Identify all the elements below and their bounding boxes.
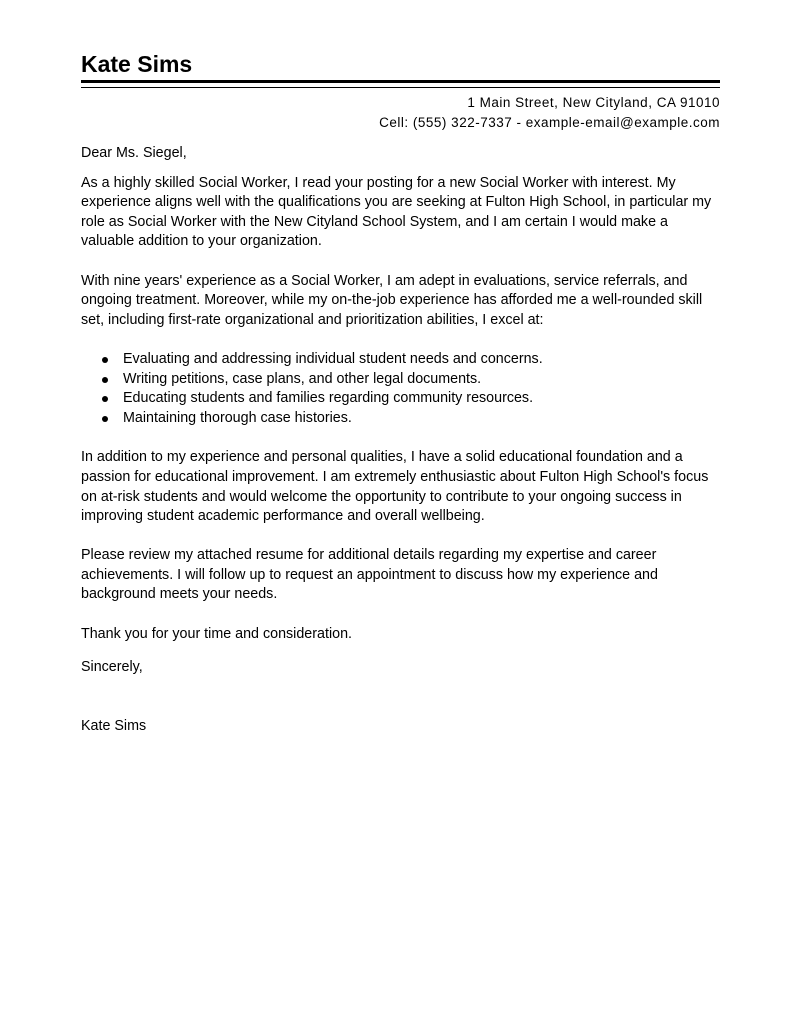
paragraph-intro: As a highly skilled Social Worker, I read your posting for a new Social Worker with interest. My experience aligns well with the qualifications you are seeking at Fulton High School, in particular my role as Social Worker with the New Cityland School System, and I am certain I would make a valuable addition to your organization. bbox=[81, 174, 712, 250]
skill-text: Maintaining thorough case histories. bbox=[123, 409, 352, 426]
skills-list bbox=[81, 350, 720, 428]
signature-name: Kate Sims bbox=[81, 717, 147, 734]
paragraph-followup: Please review my attached resume for additional details regarding my expertise and career achievements. I will follow up to request an appointment to discuss how my experience and background meets your needs. bbox=[81, 547, 658, 603]
bullet-icon bbox=[102, 377, 108, 383]
paragraph-experience: With nine years' experience as a Social Worker, I am adept in evaluations, service referrals, and ongoing treatment. Moreover, while my on-the-job experience has afforded me a well-rounded skill set, including first-rate organizational and prioritization abilities, I excel at: bbox=[81, 272, 703, 328]
skill-text: Writing petitions, case plans, and other legal documents. bbox=[123, 370, 482, 387]
skill-text: Evaluating and addressing individual student needs and concerns. bbox=[123, 350, 543, 367]
skill-item bbox=[81, 409, 720, 429]
skill-item bbox=[81, 350, 720, 370]
salutation: Dear Ms. Siegel, bbox=[81, 145, 187, 161]
skill-text: Educating students and families regarding community resources. bbox=[123, 390, 534, 407]
skill-item bbox=[81, 389, 720, 409]
bullet-icon bbox=[102, 396, 108, 402]
bullet-icon bbox=[102, 416, 108, 422]
paragraph-education: In addition to my experience and personal qualities, I have a solid educational foundation and a passion for educational improvement. I am extremely enthusiastic about Fulton High School's focus on at-risk students and would welcome the opportunity to contribute to your ongoing success in improving student academic performance and overall wellbeing. bbox=[81, 449, 709, 525]
bullet-icon bbox=[102, 357, 108, 363]
applicant-name: Kate Sims bbox=[81, 51, 193, 77]
skill-item bbox=[81, 370, 720, 390]
header-rule-thick bbox=[81, 80, 720, 83]
contact-block bbox=[379, 93, 720, 132]
closing-line: Sincerely, bbox=[81, 659, 143, 676]
header-rule-thin bbox=[81, 87, 720, 88]
letter-body bbox=[81, 144, 720, 756]
address-line: 1 Main Street, New Cityland, CA 91010 bbox=[467, 95, 720, 110]
thanks-line: Thank you for your time and consideration. bbox=[81, 625, 352, 642]
phone-email-line: Cell: (555) 322-7337 - example-email@example.com bbox=[379, 114, 720, 130]
